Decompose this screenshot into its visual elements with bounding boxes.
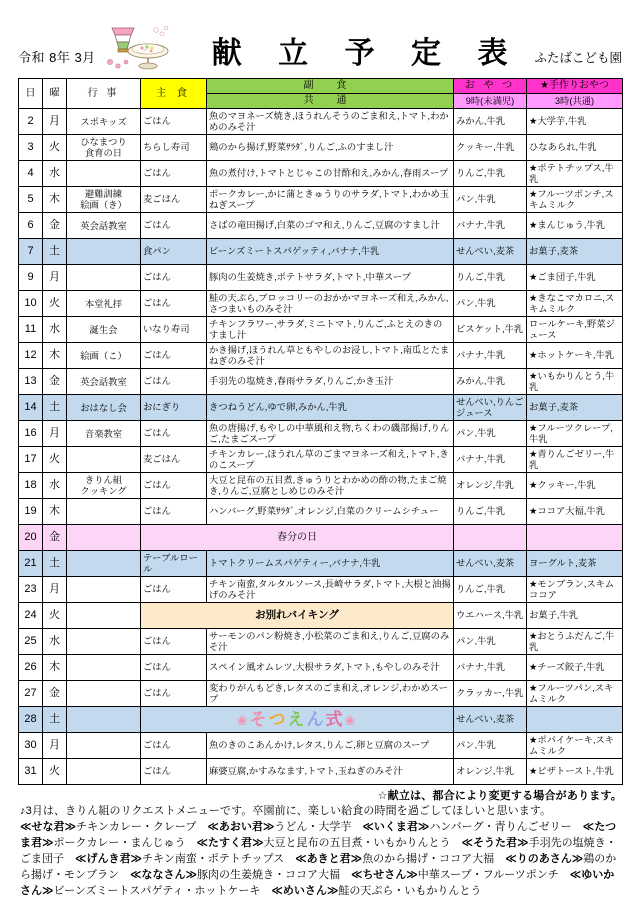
cell-event: 絵画（こ）	[67, 343, 141, 369]
cell-snack-9am: オレンジ,牛乳	[454, 473, 527, 499]
cell-snack-9am: せんべい,麦茶	[454, 551, 527, 577]
cell-day: 12	[19, 343, 43, 369]
cell-day: 24	[19, 603, 43, 629]
cell-main-dish: ごはん	[141, 369, 207, 395]
col-header-dow: 曜	[43, 79, 67, 109]
cell-day: 6	[19, 213, 43, 239]
cell-side-dish: 大豆と昆布の五目煮,きゅうりとわかめの酢の物,たまご焼き,りんご,豆腐としめじのみそ汁	[207, 473, 454, 499]
cell-side-dish: サーモンのパン粉焼き,小松菜のごま和え,りんご,豆腐のみそ汁	[207, 629, 454, 655]
cell-event	[67, 759, 141, 785]
cell-snack-3pm: ★ホットケーキ,牛乳	[527, 343, 623, 369]
cell-snack-3pm: お菓子,牛乳	[527, 603, 623, 629]
request-child-name: ≪ゆいかさん≫	[20, 869, 615, 898]
cell-snack-3pm: ★フルーツポンチ,スキムミルク	[527, 187, 623, 213]
cell-snack-9am: バナナ,牛乳	[454, 655, 527, 681]
cell-weekday: 水	[43, 161, 67, 187]
cell-main-dish: おにぎり	[141, 395, 207, 421]
footer-lead-text: ♪3月は、きりん組のリクエストメニューです。卒園前に、楽しい給食の時間を過ごしてほしいと思います。	[20, 805, 552, 818]
cell-snack-9am: パン,牛乳	[454, 421, 527, 447]
cell-side-dish: 魚の唐揚げ,もやしの中華風和え物,ちくわの磯部揚げ,りんご,たまごスープ	[207, 421, 454, 447]
cell-day: 10	[19, 291, 43, 317]
request-child-name: ≪めいさん≫	[271, 885, 339, 898]
col-header-snack: お や つ	[454, 79, 527, 94]
cell-main-dish: ごはん	[141, 109, 207, 135]
cell-weekday: 金	[43, 213, 67, 239]
cell-weekday: 水	[43, 317, 67, 343]
masthead	[18, 14, 622, 74]
cell-weekday: 月	[43, 733, 67, 759]
cell-main-dish: ごはん	[141, 629, 207, 655]
cell-day: 18	[19, 473, 43, 499]
cell-event: きりん組 クッキング	[67, 473, 141, 499]
cell-side-dish: 鮭の天ぷら,ブロッコリーのおかかマヨネーズ和え,みかん,さつまいものみそ汁	[207, 291, 454, 317]
request-menu-items: ビーンズミートスパゲティ・ホットケーキ	[53, 885, 272, 898]
cell-weekday: 火	[43, 447, 67, 473]
cell-weekday: 木	[43, 655, 67, 681]
change-notice: ☆献立は、都合により変更する場合があります。	[377, 790, 622, 803]
cell-day: 20	[19, 525, 43, 551]
table-row	[19, 291, 623, 317]
table-row	[19, 629, 623, 655]
table-row	[19, 109, 623, 135]
footer-notes	[20, 804, 622, 900]
col-header-side-common: 共 通	[207, 94, 454, 109]
request-child-name: ≪ちせさん≫	[351, 869, 418, 882]
cell-weekday: 月	[43, 577, 67, 603]
request-menu-items: 豚肉の生姜焼き・ココア大福	[197, 869, 352, 882]
request-child-name: ≪りのあさん≫	[505, 853, 584, 866]
cell-holiday-name: 春分の日	[141, 525, 454, 551]
cell-side-dish: スペイン風オムレツ,大根サラダ,トマト,もやしのみそ汁	[207, 655, 454, 681]
cell-event	[67, 629, 141, 655]
cell-snack-3pm: お菓子,麦茶	[527, 239, 623, 265]
cell-side-dish: 魚の煮付け,トマトとじゃこの甘酢和え,みかん,春雨スープ	[207, 161, 454, 187]
request-menu-items: 手羽先の塩焼き・ごま団子	[20, 837, 617, 866]
cell-weekday: 土	[43, 239, 67, 265]
cell-main-dish: 麦ごはん	[141, 187, 207, 213]
cell-weekday: 土	[43, 551, 67, 577]
request-menu-items: ポークカレー・まんじゅう	[53, 837, 197, 850]
cell-event: 英会話教室	[67, 213, 141, 239]
cell-event	[67, 499, 141, 525]
cell-day: 14	[19, 395, 43, 421]
cell-snack-9am: バナナ,牛乳	[454, 213, 527, 239]
request-child-name: ≪せな君≫	[20, 821, 77, 834]
cell-event	[67, 161, 141, 187]
cell-event	[67, 733, 141, 759]
request-child-name: ≪たすく君≫	[196, 837, 264, 850]
table-row	[19, 473, 623, 499]
cell-weekday: 月	[43, 265, 67, 291]
cell-weekday: 火	[43, 759, 67, 785]
cell-weekday: 火	[43, 603, 67, 629]
cell-snack-3pm: ★フルーツパン,スキムミルク	[527, 681, 623, 707]
cell-side-dish: 魚のマヨネーズ焼き,ほうれんそうのごま和え,トマト,わかめのみそ汁	[207, 109, 454, 135]
request-menu-items: 大豆と昆布の五目煮・いもかりんとう	[263, 837, 462, 850]
table-body	[19, 109, 623, 785]
cell-day: 13	[19, 369, 43, 395]
cell-snack-3pm	[527, 525, 623, 551]
cell-main-dish: ごはん	[141, 473, 207, 499]
cell-snack-3pm: ★ごま団子,牛乳	[527, 265, 623, 291]
cell-side-dish: かき揚げ,ほうれん草ともやしのお浸し,トマト,南瓜とたまねぎのみそ汁	[207, 343, 454, 369]
cell-side-dish: 変わりがんもどき,レタスのごま和え,オレンジ,わかめスープ	[207, 681, 454, 707]
cell-event: 避難訓練 絵画（き）	[67, 187, 141, 213]
cell-snack-9am: バナナ,牛乳	[454, 343, 527, 369]
cell-snack-3pm: ★青りんごゼリー,牛乳	[527, 447, 623, 473]
cell-snack-9am: パン,牛乳	[454, 629, 527, 655]
menu-table	[18, 78, 623, 785]
cell-event: ひなまつり 食育の日	[67, 135, 141, 161]
cell-weekday: 月	[43, 109, 67, 135]
request-menu-items: チキン南蛮・ポテトチップス	[142, 853, 296, 866]
cell-snack-9am: ウエハース,牛乳	[454, 603, 527, 629]
cell-snack-3pm: ★まんじゅう,牛乳	[527, 213, 623, 239]
cell-side-dish: チキンフラワー,サラダ,ミニトマト,りんご,ふとえのきのすまし汁	[207, 317, 454, 343]
cell-event	[67, 577, 141, 603]
cell-day: 9	[19, 265, 43, 291]
cell-day: 27	[19, 681, 43, 707]
graduation-ceremony-text: ❀そつえん式❀	[236, 710, 358, 730]
request-menu-list	[20, 820, 622, 900]
table-row	[19, 317, 623, 343]
cell-snack-3pm: ひなあられ,牛乳	[527, 135, 623, 161]
cell-main-dish: ごはん	[141, 343, 207, 369]
table-row	[19, 135, 623, 161]
cell-main-dish: テーブルロール	[141, 551, 207, 577]
cell-snack-9am: クッキー,牛乳	[454, 135, 527, 161]
cell-day: 23	[19, 577, 43, 603]
table-row	[19, 265, 623, 291]
cell-snack-9am: りんご,牛乳	[454, 161, 527, 187]
cell-main-dish: ごはん	[141, 655, 207, 681]
table-row	[19, 213, 623, 239]
table-row	[19, 577, 623, 603]
cell-snack-9am: りんご,牛乳	[454, 577, 527, 603]
cell-weekday: 土	[43, 395, 67, 421]
table-row	[19, 603, 623, 629]
organization-name: ふたばこども園	[534, 51, 622, 65]
table-row	[19, 499, 623, 525]
cell-weekday: 月	[43, 421, 67, 447]
menu-schedule-page	[0, 14, 640, 905]
cell-day: 3	[19, 135, 43, 161]
request-child-name: ≪げんき君≫	[75, 853, 143, 866]
cell-day: 5	[19, 187, 43, 213]
cell-event	[67, 239, 141, 265]
table-row	[19, 161, 623, 187]
cell-event	[67, 525, 141, 551]
cell-event: 音楽教室	[67, 421, 141, 447]
request-menu-items: ハンバーグ・青りんごゼリー	[429, 821, 583, 834]
table-row	[19, 733, 623, 759]
cell-side-dish: 鶏のから揚げ,野菜ｻﾗﾀﾞ,りんご,ふのすまし汁	[207, 135, 454, 161]
cell-snack-9am: みかん,牛乳	[454, 109, 527, 135]
cell-snack-3pm: ★チーズ餃子,牛乳	[527, 655, 623, 681]
cell-day: 19	[19, 499, 43, 525]
request-menu-items: チキンカレー・クレープ	[76, 821, 208, 834]
cell-main-dish: ごはん	[141, 733, 207, 759]
cell-day: 11	[19, 317, 43, 343]
cell-main-dish: ごはん	[141, 421, 207, 447]
cell-main-dish: いなり寿司	[141, 317, 207, 343]
request-menu-items: うどん・大学芋	[274, 821, 363, 834]
request-child-name: ≪そうた君≫	[461, 837, 529, 850]
cell-snack-9am: みかん,牛乳	[454, 369, 527, 395]
request-child-name: ≪あおい君≫	[207, 821, 275, 834]
cell-event	[67, 603, 141, 629]
cell-event: 英会話教室	[67, 369, 141, 395]
cell-side-dish: 手羽先の塩焼き,春雨サラダ,りんご,かき玉汁	[207, 369, 454, 395]
cell-side-dish: チキン南蛮,タルタルソース,長崎サラダ,トマト,大根と油揚げのみそ汁	[207, 577, 454, 603]
cell-weekday: 金	[43, 369, 67, 395]
col-header-main-dish: 主 食	[141, 79, 207, 109]
cell-snack-3pm: ★フルーツクレープ,牛乳	[527, 421, 623, 447]
request-menu-items: 鶏のから揚げ・モンブラン	[20, 853, 617, 882]
cell-event	[67, 681, 141, 707]
cell-main-dish: ごはん	[141, 213, 207, 239]
cell-weekday: 火	[43, 135, 67, 161]
cell-snack-3pm: ★クッキー,牛乳	[527, 473, 623, 499]
cell-main-dish: ごはん	[141, 499, 207, 525]
cell-snack-3pm: ★大学芋,牛乳	[527, 109, 623, 135]
cell-main-dish: 麦ごはん	[141, 447, 207, 473]
cell-side-dish: 魚のきのこあんかけ,レタス,りんご,卵と豆腐のスープ	[207, 733, 454, 759]
cell-snack-9am: パン,牛乳	[454, 733, 527, 759]
cell-event	[67, 655, 141, 681]
cell-day: 28	[19, 707, 43, 733]
hinamatsuri-hishimochi-icon	[104, 18, 178, 74]
col-header-snack-9am: 9時(未満児)	[454, 94, 527, 109]
cell-snack-3pm: ★ココア大福,牛乳	[527, 499, 623, 525]
cell-snack-3pm: ★いもかりんとう,牛乳	[527, 369, 623, 395]
request-child-name: ≪いくま君≫	[362, 821, 430, 834]
cell-buffet-banner: お別れバイキング	[141, 603, 454, 629]
cell-snack-9am: パン,牛乳	[454, 187, 527, 213]
col-header-snack-3pm: 3時(共通)	[527, 94, 623, 109]
cell-day: 26	[19, 655, 43, 681]
cell-main-dish: ごはん	[141, 291, 207, 317]
cell-event: スポキッズ	[67, 109, 141, 135]
cell-event	[67, 447, 141, 473]
cell-snack-3pm: お菓子,麦茶	[527, 395, 623, 421]
cell-snack-3pm: ★きなこマカロニ,スキムミルク	[527, 291, 623, 317]
cell-weekday: 金	[43, 681, 67, 707]
request-child-name: ≪あきと君≫	[295, 853, 363, 866]
cell-snack-3pm: ★おとうふだんご,牛乳	[527, 629, 623, 655]
cell-event	[67, 707, 141, 733]
cell-snack-9am: せんべい,麦茶	[454, 239, 527, 265]
cell-day: 21	[19, 551, 43, 577]
cell-snack-9am: バナナ,牛乳	[454, 447, 527, 473]
cell-snack-9am: クラッカー,牛乳	[454, 681, 527, 707]
cell-side-dish: 麻婆豆腐,かすみなます,トマト,玉ねぎのみそ汁	[207, 759, 454, 785]
cell-snack-9am: パン,牛乳	[454, 291, 527, 317]
cell-event: 本堂礼拝	[67, 291, 141, 317]
request-child-name: ≪ななさん≫	[130, 869, 198, 882]
cell-snack-3pm: ヨーグルト,麦茶	[527, 551, 623, 577]
cell-weekday: 木	[43, 343, 67, 369]
cell-snack-3pm	[527, 707, 623, 733]
table-row	[19, 447, 623, 473]
col-header-side-dish: 副 食	[207, 79, 454, 94]
table-row	[19, 421, 623, 447]
table-row	[19, 343, 623, 369]
cell-side-dish: ハンバーグ,野菜ｻﾗﾀﾞ,オレンジ,白菜のクリームシチュー	[207, 499, 454, 525]
table-row	[19, 759, 623, 785]
cell-main-dish: ごはん	[141, 759, 207, 785]
table-row	[19, 187, 623, 213]
table-row	[19, 551, 623, 577]
table-row	[19, 395, 623, 421]
cell-weekday: 木	[43, 499, 67, 525]
col-header-handmade-snack: ★手作りおやつ	[527, 79, 623, 94]
cell-snack-9am: ビスケット,牛乳	[454, 317, 527, 343]
table-row	[19, 707, 623, 733]
cell-main-dish: ちらし寿司	[141, 135, 207, 161]
cell-day: 2	[19, 109, 43, 135]
cell-weekday: 火	[43, 291, 67, 317]
cell-snack-3pm: ロールケーキ,野菜ジュース	[527, 317, 623, 343]
cell-day: 4	[19, 161, 43, 187]
era-date: 令和 8年 3月	[18, 50, 96, 65]
cell-weekday: 水	[43, 629, 67, 655]
page-title: 献 立 予 定 表	[211, 36, 521, 71]
cell-weekday: 木	[43, 187, 67, 213]
table-row	[19, 655, 623, 681]
cell-event	[67, 265, 141, 291]
table-row	[19, 239, 623, 265]
cell-event	[67, 551, 141, 577]
cell-weekday: 水	[43, 473, 67, 499]
request-menu-items: 魚のから揚げ・ココア大福	[362, 853, 506, 866]
cell-side-dish: ポークカレー,かに蒲ときゅうりのサラダ,トマト,わかめ玉ねぎスープ	[207, 187, 454, 213]
cell-day: 30	[19, 733, 43, 759]
cell-snack-9am: せんべい,りんごジュース	[454, 395, 527, 421]
cell-snack-9am: りんご,牛乳	[454, 499, 527, 525]
cell-snack-3pm: ★ポパイケーキ,スキムミルク	[527, 733, 623, 759]
cell-side-dish: トマトクリームスパゲティー,バナナ,牛乳	[207, 551, 454, 577]
cell-main-dish: ごはん	[141, 161, 207, 187]
request-menu-items: 鮭の天ぷら・いもかりんとう	[338, 885, 493, 898]
header-row-top	[19, 79, 623, 94]
cell-side-dish: ビーンズミートスパゲッティ,バナナ,牛乳	[207, 239, 454, 265]
col-header-event: 行 事	[67, 79, 141, 109]
cell-main-dish: 食パン	[141, 239, 207, 265]
cell-main-dish: ごはん	[141, 577, 207, 603]
cell-day: 7	[19, 239, 43, 265]
cell-snack-9am: せんべい,麦茶	[454, 707, 527, 733]
cell-snack-9am: オレンジ,牛乳	[454, 759, 527, 785]
cell-day: 17	[19, 447, 43, 473]
table-header	[19, 79, 623, 109]
cell-graduation-banner	[141, 707, 454, 733]
cell-snack-3pm: ★ポテトチップス,牛乳	[527, 161, 623, 187]
cell-snack-3pm: ★モンブラン,スキムココア	[527, 577, 623, 603]
cell-snack-3pm: ★ピザトースト,牛乳	[527, 759, 623, 785]
cell-day: 16	[19, 421, 43, 447]
col-header-day: 日	[19, 79, 43, 109]
request-child-name: ≪たつま君≫	[20, 821, 617, 850]
cell-snack-9am: りんご,牛乳	[454, 265, 527, 291]
cell-day: 25	[19, 629, 43, 655]
table-row	[19, 681, 623, 707]
table-row	[19, 369, 623, 395]
cell-snack-9am	[454, 525, 527, 551]
cell-weekday: 金	[43, 525, 67, 551]
cell-main-dish: ごはん	[141, 265, 207, 291]
cell-main-dish: ごはん	[141, 681, 207, 707]
cell-day: 31	[19, 759, 43, 785]
cell-event: 誕生会	[67, 317, 141, 343]
cell-event: おはなし会	[67, 395, 141, 421]
cell-side-dish: チキンカレー,ほうれん草のごまマヨネーズ和え,トマト,きのこスープ	[207, 447, 454, 473]
cell-weekday: 土	[43, 707, 67, 733]
cell-side-dish: さばの竜田揚げ,白菜のゴマ和え,りんご,豆腐のすまし汁	[207, 213, 454, 239]
cell-side-dish: きつねうどん,ゆで卵,みかん,牛乳	[207, 395, 454, 421]
table-row	[19, 525, 623, 551]
request-menu-items: 中華スープ・フルーツポンチ	[417, 869, 570, 882]
cell-side-dish: 豚肉の生姜焼き,ポテトサラダ,トマト,中華スープ	[207, 265, 454, 291]
